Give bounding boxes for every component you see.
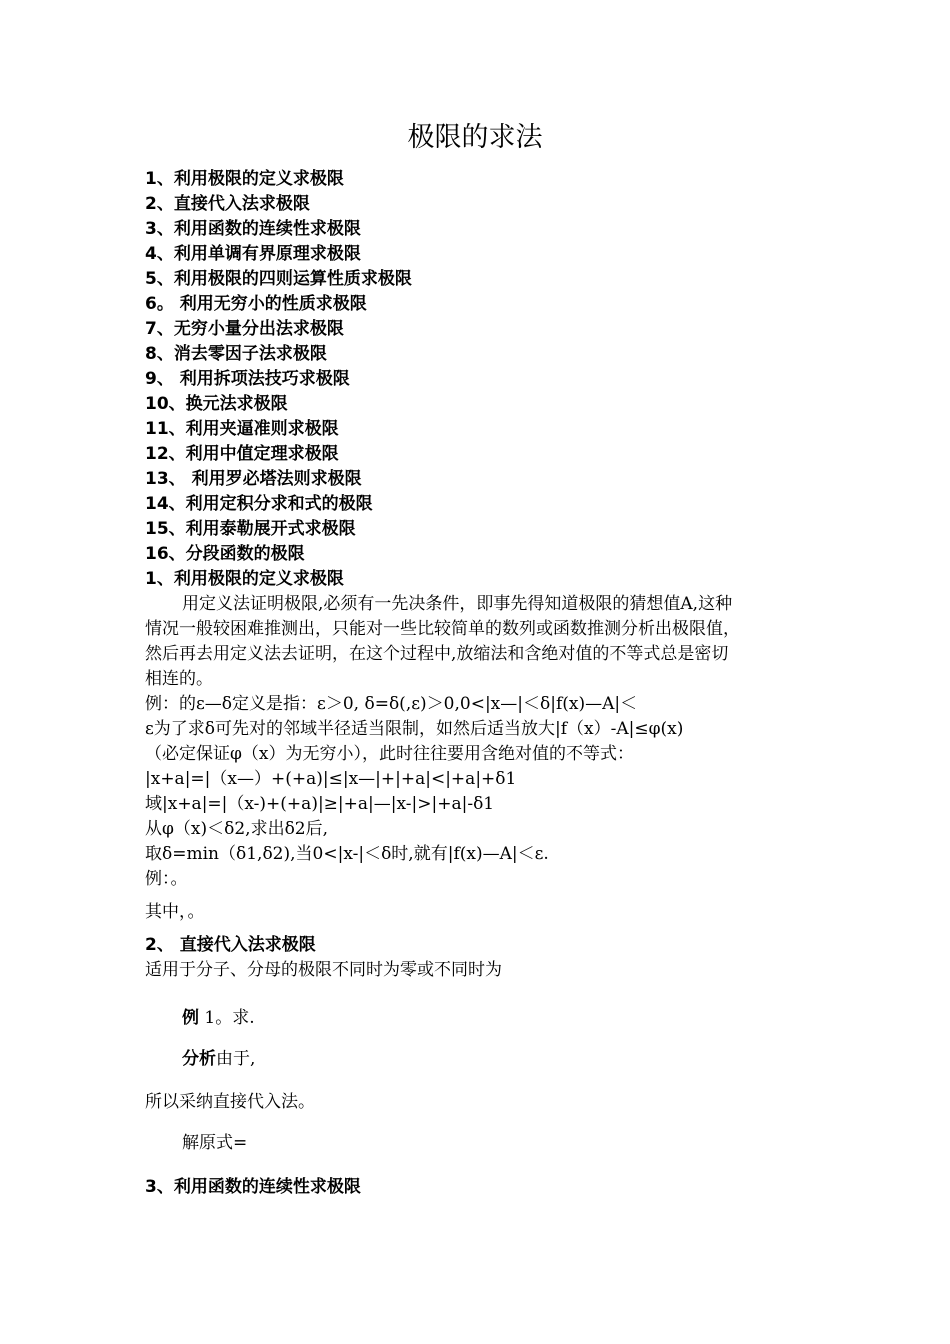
where-line: 其中，。 (145, 902, 205, 922)
analysis (145, 1047, 815, 1072)
example-line: 例：的ε—δ定义是指：ε＞0, δ=δ(,ε)＞0,0<|x—|＜δ|f(x)—A|＜ (145, 694, 638, 714)
example-line: 取δ=min（δ1,δ2),当0<|x-|＜δ时,就有|f(x)—A|＜ε. (145, 844, 549, 864)
toc-item: 10、换元法求极限 (145, 394, 288, 414)
where-line-block (145, 900, 815, 925)
analysis-label: 分析 (182, 1049, 216, 1069)
paragraph-line: 情况一般较困难推测出，只能对一些比较简单的数列或函数推测分析出极限值， (145, 619, 740, 639)
conclusion (145, 1090, 815, 1115)
toc-item: 5、利用极限的四则运算性质求极限 (145, 269, 412, 289)
paragraph-line: 相连的。 (145, 669, 213, 689)
example-label: 例 (182, 1008, 199, 1028)
paragraph-line: 用定义法证明极限,必须有一先决条件，即事先得知道极限的猜想值A,这种 (182, 594, 733, 614)
toc-item: 11、利用夹逼准则求极限 (145, 419, 339, 439)
toc-item: 6。 利用无穷小的性质求极限 (145, 294, 367, 314)
toc-item: 9、 利用拆项法技巧求极限 (145, 369, 350, 389)
toc-list (145, 167, 815, 567)
paragraph-line: 然后再去用定义法去证明，在这个过程中,放缩法和含绝对值的不等式总是密切 (145, 644, 729, 664)
example-1-line (145, 1006, 815, 1031)
analysis-text: 由于, (216, 1049, 256, 1069)
toc-item: 15、利用泰勒展开式求极限 (145, 519, 356, 539)
section-3 (145, 1175, 815, 1200)
toc-item: 3、利用函数的连续性求极限 (145, 219, 361, 239)
solution-line (145, 1131, 815, 1156)
toc-item: 2、直接代入法求极限 (145, 194, 310, 214)
solution-label: 解 (182, 1133, 199, 1153)
example-line: （必定保证φ（x）为无穷小），此时往往要用含绝对值的不等式： (145, 744, 634, 764)
toc-item: 4、利用单调有界原理求极限 (145, 244, 361, 264)
analysis-line (145, 1047, 815, 1072)
example-line: 从φ（x)＜δ2,求出δ2后, (145, 819, 329, 839)
toc-item: 7、无穷小量分出法求极限 (145, 319, 344, 339)
solution-text: 原式= (199, 1133, 248, 1153)
toc-item: 8、消去零因子法求极限 (145, 344, 327, 364)
section-1 (145, 567, 815, 892)
toc-item: 1、利用极限的定义求极限 (145, 169, 344, 189)
toc-item: 13、 利用罗必塔法则求极限 (145, 469, 362, 489)
example-line: ε为了求δ可先对的邻域半径适当限制，如然后适当放大|f（x）-A|≤φ(x) (145, 719, 684, 739)
section-heading: 2、 直接代入法求极限 (145, 935, 316, 955)
example-text: 1。求. (199, 1008, 255, 1028)
example-1 (145, 1006, 815, 1031)
example-line: 例：。 (145, 869, 188, 889)
document-title: 极限的求法 (407, 122, 543, 153)
solution (145, 1131, 815, 1156)
example-line: 域|x+a|=|（x-)+(+a)|≥|+a|—|x-|>|+a|-δ1 (145, 794, 495, 814)
toc-item: 16、分段函数的极限 (145, 544, 305, 564)
section-2 (145, 933, 815, 983)
conclusion-text: 所以采纳直接代入法。 (145, 1092, 315, 1112)
toc-item: 14、利用定积分求和式的极限 (145, 494, 373, 514)
section-heading: 3、利用函数的连续性求极限 (145, 1177, 361, 1197)
section-heading: 1、利用极限的定义求极限 (145, 569, 344, 589)
section-description: 适用于分子、分母的极限不同时为零或不同时为 (145, 960, 502, 980)
example-line: |x+a|=|（x—）+(+a)|≤|x—|+|+a|<|+a|+δ1 (145, 769, 517, 789)
toc-item: 12、利用中值定理求极限 (145, 444, 339, 464)
